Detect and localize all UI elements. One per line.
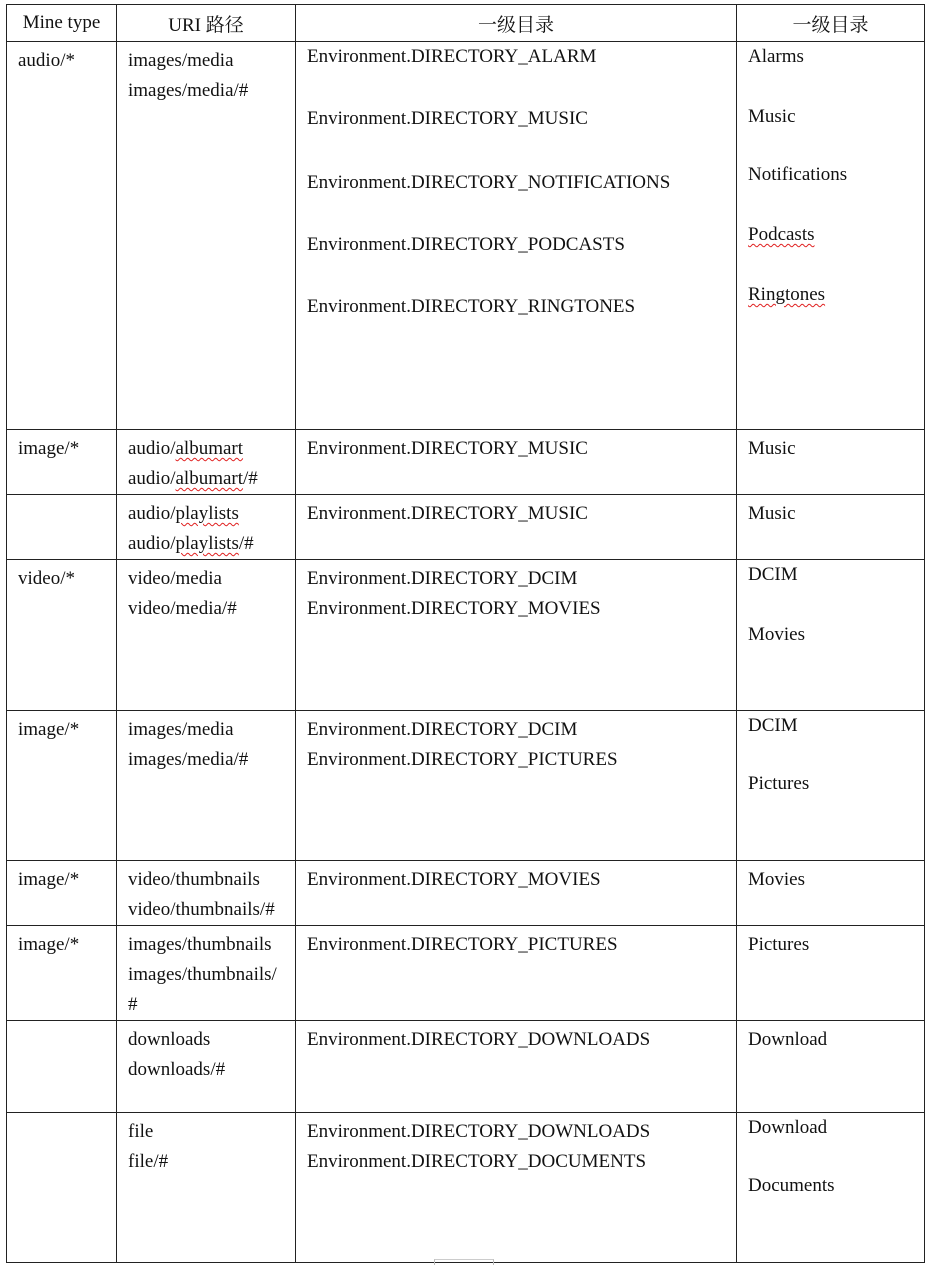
name-line: Music: [748, 503, 796, 524]
table-row: [7, 495, 925, 560]
mime-cell: audio/*: [18, 50, 75, 71]
dir-line: Environment.DIRECTORY_PODCASTS: [307, 234, 625, 255]
dir-line: Environment.DIRECTORY_RINGTONES: [307, 296, 636, 317]
mime-cell: image/*: [18, 438, 80, 459]
uri-line: downloads: [128, 1029, 211, 1050]
table-row: [7, 711, 925, 861]
uri-text: audio/albumart/#: [128, 468, 258, 489]
spellcheck-word: albumart: [175, 468, 244, 489]
uri-line: images/thumbnails: [128, 934, 272, 955]
table-row: [7, 430, 925, 495]
dir-line: Environment.DIRECTORY_MUSIC: [307, 108, 588, 129]
uri-line: [128, 434, 295, 464]
spellcheck-word: albumart: [175, 438, 244, 459]
dir-line: Environment.DIRECTORY_MOVIES: [307, 598, 601, 619]
page-footer-mark: [434, 1259, 494, 1265]
uri-line: images/media: [128, 719, 234, 740]
table-row: [7, 926, 925, 1021]
header-directory-name: 一级目录: [737, 5, 925, 42]
uri-line: video/media: [128, 568, 222, 589]
dir-line: Environment.DIRECTORY_MOVIES: [307, 869, 601, 890]
dir-line: Environment.DIRECTORY_MUSIC: [307, 438, 588, 459]
header-row: [7, 5, 925, 42]
name-line: DCIM: [748, 564, 798, 585]
uri-line: images/thumbnails/: [128, 964, 277, 985]
name-line: Alarms: [748, 46, 804, 67]
uri-line: downloads/#: [128, 1059, 226, 1080]
uri-line: images/media/#: [128, 749, 249, 770]
uri-line: file: [128, 1121, 154, 1142]
header-uri-path: URI 路径: [117, 5, 296, 42]
name-line: Podcasts: [748, 224, 815, 245]
header-mime-type: Mine type: [7, 5, 117, 42]
table-row: [7, 861, 925, 926]
name-line: DCIM: [748, 715, 798, 736]
mime-cell: image/*: [18, 934, 80, 955]
name-line: Movies: [748, 869, 805, 890]
uri-line: video/thumbnails/#: [128, 899, 275, 920]
uri-text: audio/albumart: [128, 438, 244, 459]
uri-line: #: [128, 994, 138, 1015]
dir-line: Environment.DIRECTORY_DOCUMENTS: [307, 1151, 647, 1172]
mime-cell: video/*: [18, 568, 75, 589]
uri-line: images/media/#: [128, 80, 249, 101]
uri-line: [128, 464, 295, 494]
dir-line: Environment.DIRECTORY_PICTURES: [307, 934, 618, 955]
name-line: Movies: [748, 624, 805, 645]
table-row: [7, 1021, 925, 1113]
dir-line: Environment.DIRECTORY_DCIM: [307, 568, 578, 589]
mime-cell: image/*: [18, 719, 80, 740]
uri-line: images/media: [128, 50, 234, 71]
uri-line: [128, 529, 295, 559]
table-row: [7, 560, 925, 711]
name-line: Notifications: [748, 164, 848, 185]
name-line: Download: [748, 1117, 828, 1138]
mime-cell: image/*: [18, 869, 80, 890]
dir-line: Environment.DIRECTORY_PICTURES: [307, 749, 618, 770]
dir-line: Environment.DIRECTORY_MUSIC: [307, 503, 588, 524]
name-line: Ringtones: [748, 284, 826, 305]
spellcheck-word: playlists: [175, 503, 239, 524]
uri-line: video/thumbnails: [128, 869, 260, 890]
name-line: Pictures: [748, 773, 810, 794]
spellcheck-word: playlists: [175, 533, 239, 554]
dir-line: Environment.DIRECTORY_ALARM: [307, 46, 597, 67]
table-row: [7, 1113, 925, 1263]
uri-text: audio/playlists/#: [128, 533, 254, 554]
name-line: Music: [748, 438, 796, 459]
dir-line: Environment.DIRECTORY_NOTIFICATIONS: [307, 172, 671, 193]
name-line: Pictures: [748, 934, 810, 955]
header-directory: 一级目录: [296, 5, 737, 42]
name-line: Documents: [748, 1175, 835, 1196]
name-line: Download: [748, 1029, 828, 1050]
table-row: [7, 42, 925, 430]
dir-line: Environment.DIRECTORY_DCIM: [307, 719, 578, 740]
dir-line: Environment.DIRECTORY_DOWNLOADS: [307, 1029, 651, 1050]
uri-line: video/media/#: [128, 598, 237, 619]
dir-line: Environment.DIRECTORY_DOWNLOADS: [307, 1121, 651, 1142]
name-line: Music: [748, 106, 796, 127]
uri-line: file/#: [128, 1151, 169, 1172]
uri-line: [128, 499, 295, 529]
mime-directory-table: [6, 4, 925, 1263]
uri-text: audio/playlists: [128, 503, 239, 524]
